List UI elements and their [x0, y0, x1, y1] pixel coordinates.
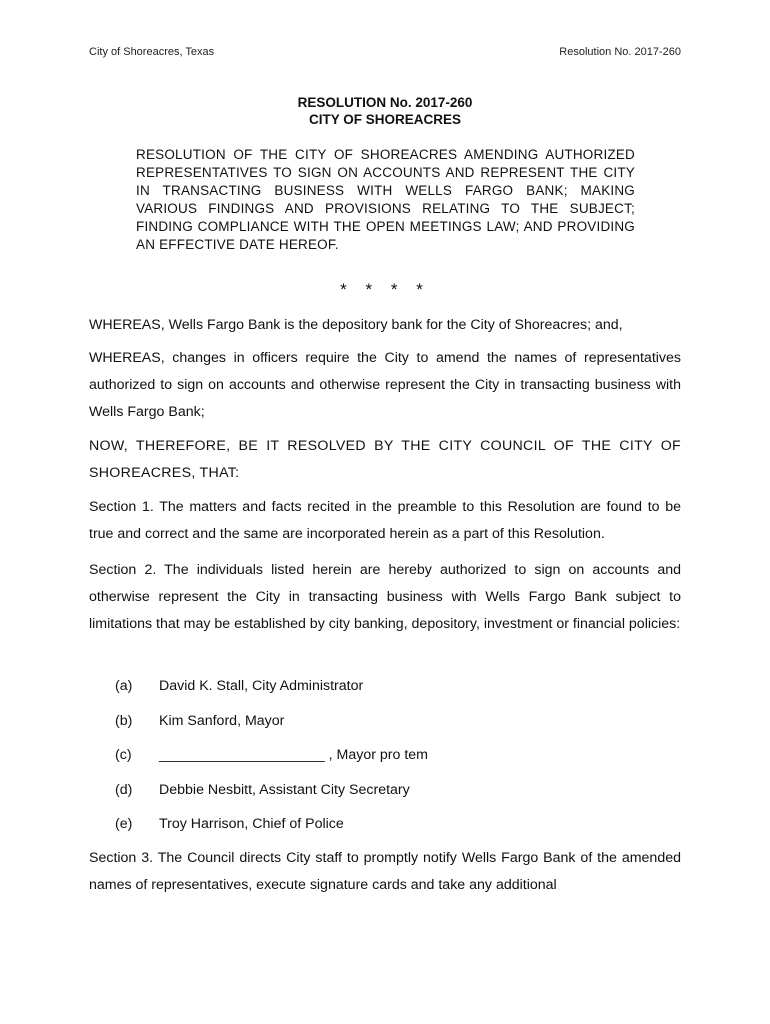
title-city: CITY OF SHOREACRES	[308, 112, 462, 127]
document-title	[89, 94, 681, 128]
list-item-marker: (d)	[115, 781, 133, 798]
list-item	[115, 778, 655, 813]
section-3-paragraph: Section 3. The Council directs City staff to promptly notify Wells Fargo Bank of the amended names of representatives, execute signature cards and take any additional	[89, 850, 681, 893]
resolved-paragraph: NOW, THEREFORE, BE IT RESOLVED BY THE CITY COUNCIL OF THE CITY OF SHOREACRES, THAT:	[89, 438, 681, 481]
title-resolution-number: RESOLUTION No. 2017-260	[297, 95, 473, 110]
list-item-text: _____________________ , Mayor pro tem	[159, 747, 428, 763]
header-resolution-number: Resolution No. 2017-260	[559, 46, 681, 58]
list-item-text: Kim Sanford, Mayor	[159, 712, 285, 729]
list-item-text: David K. Stall, City Administrator	[159, 678, 364, 694]
list-item	[115, 709, 655, 744]
list-item-marker: (e)	[115, 816, 133, 832]
list-item-text: Debbie Nesbitt, Assistant City Secretary	[159, 781, 410, 798]
section-1-paragraph: Section 1. The matters and facts recited in the preamble to this Resolution are found to be true and correct and the same are incorporated herein as a part of this Resolution.	[89, 499, 681, 542]
resolution-caption: RESOLUTION OF THE CITY OF SHOREACRES AMENDING AUTHORIZED REPRESENTATIVES TO SIGN ON ACCOUNTS AND REPRESENT THE CITY IN TRANSACTING BUSINESS WITH WELLS FARGO BANK; MAKING VARIOUS FINDINGS AND PROVISIONS RELATING TO THE SUBJECT; FINDING COMPLIANCE WITH THE OPEN MEETINGS LAW; AND PROVIDING AN EFFECTIVE DATE HEREOF.	[136, 147, 635, 252]
representatives-list	[115, 674, 655, 847]
list-item	[115, 743, 655, 778]
list-item-marker: (c)	[115, 747, 132, 763]
list-item-marker: (a)	[115, 678, 133, 694]
list-item	[115, 674, 655, 709]
header-city: City of Shoreacres, Texas	[89, 46, 215, 58]
whereas-paragraph-2: WHEREAS, changes in officers require the City to amend the names of representatives authorized to sign on accounts and otherwise represent the City in transacting business with Wells Fargo Bank;	[89, 350, 681, 420]
list-item	[115, 812, 655, 847]
section-separator: * * * *	[340, 280, 430, 299]
whereas-paragraph-1: WHEREAS, Wells Fargo Bank is the depository bank for the City of Shoreacres; and,	[89, 317, 623, 333]
section-2-paragraph: Section 2. The individuals listed herein are hereby authorized to sign on accounts and otherwise represent the City in transacting business with Wells Fargo Bank subject to limitations that may be established by city banking, depository, investment or financial policies:	[89, 562, 681, 632]
list-item-marker: (b)	[115, 712, 133, 729]
list-item-text: Troy Harrison, Chief of Police	[159, 816, 344, 832]
